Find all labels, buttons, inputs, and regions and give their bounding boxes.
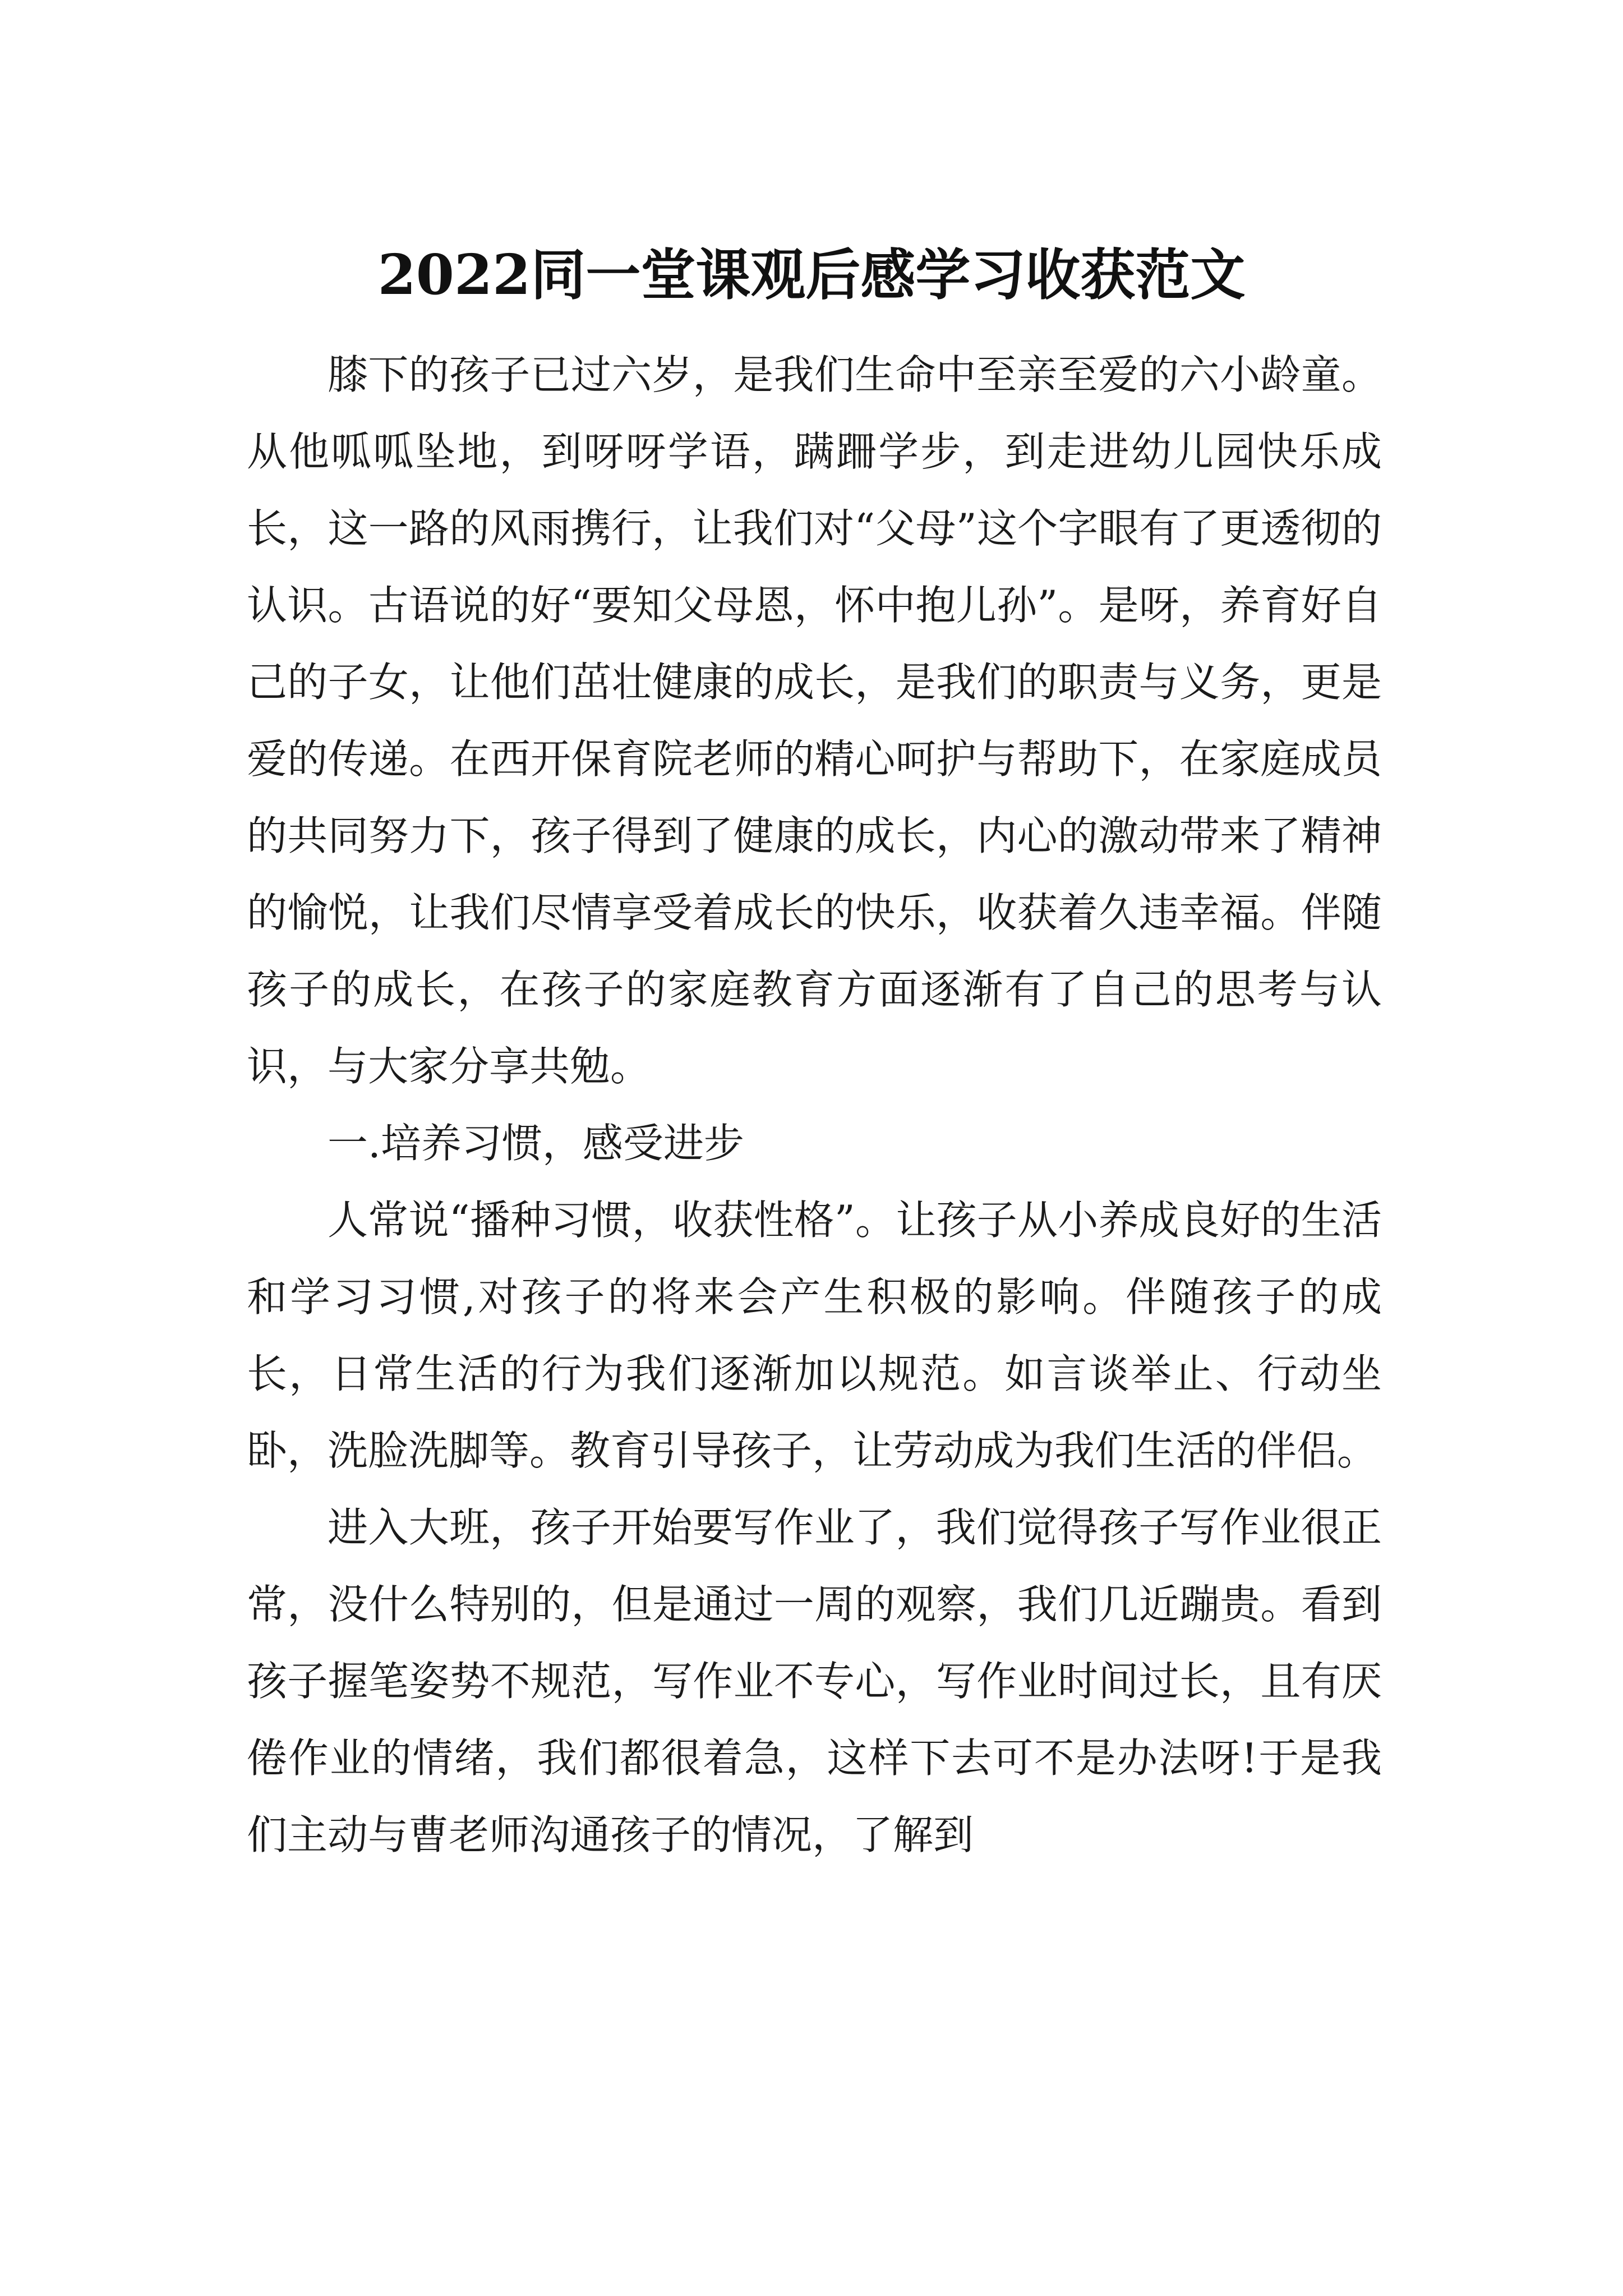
section-heading: 一.培养习惯，感受进步 [328, 1120, 744, 1167]
paragraph-habits: 人常说“播种习惯，收获性格”。让孩子从小养成良好的生活和学习习惯,对孩子的将来会产生积极的影响。伴随孩子的成长，日常生活的行为我们逐渐加以规范。如言谈举止、行动坐卧，洗脸洗脚等。教育引导孩子，让劳动成为我们生活的伴侣。 [247, 1197, 1382, 1474]
document-body [247, 337, 1382, 1874]
page-title: 2022同一堂课观后感学习收获范文 [377, 242, 1246, 307]
paragraph-homework: 进入大班，孩子开始要写作业了，我们觉得孩子写作业很正常，没什么特别的，但是通过一周的观察，我们几近蹦贵。看到孩子握笔姿势不规范，写作业不专心，写作业时间过长，且有厌倦作业的情绪，我们都很着急，这样下去可不是办法呀!于是我们主动与曹老师沟通孩子的情况，了解到 [247, 1504, 1382, 1858]
paragraph-intro: 膝下的孩子已过六岁，是我们生命中至亲至爱的六小龄童。从他呱呱坠地，到呀呀学语，蹒跚学步，到走进幼儿园快乐成长，这一路的风雨携行，让我们对“父母”这个字眼有了更透彻的认识。古语说的好“要知父母恩，怀中抱儿孙”。是呀，养育好自己的子女，让他们茁壮健康的成长，是我们的职责与义务，更是爱的传递。在西开保育院老师的精心呵护与帮助下，在家庭成员的共同努力下，孩子得到了健康的成长，内心的激动带来了精神的愉悦，让我们尽情享受着成长的快乐，收获着久违幸福。伴随孩子的成长，在孩子的家庭教育方面逐渐有了自己的思考与认识，与大家分享共勉。 [247, 351, 1382, 1090]
